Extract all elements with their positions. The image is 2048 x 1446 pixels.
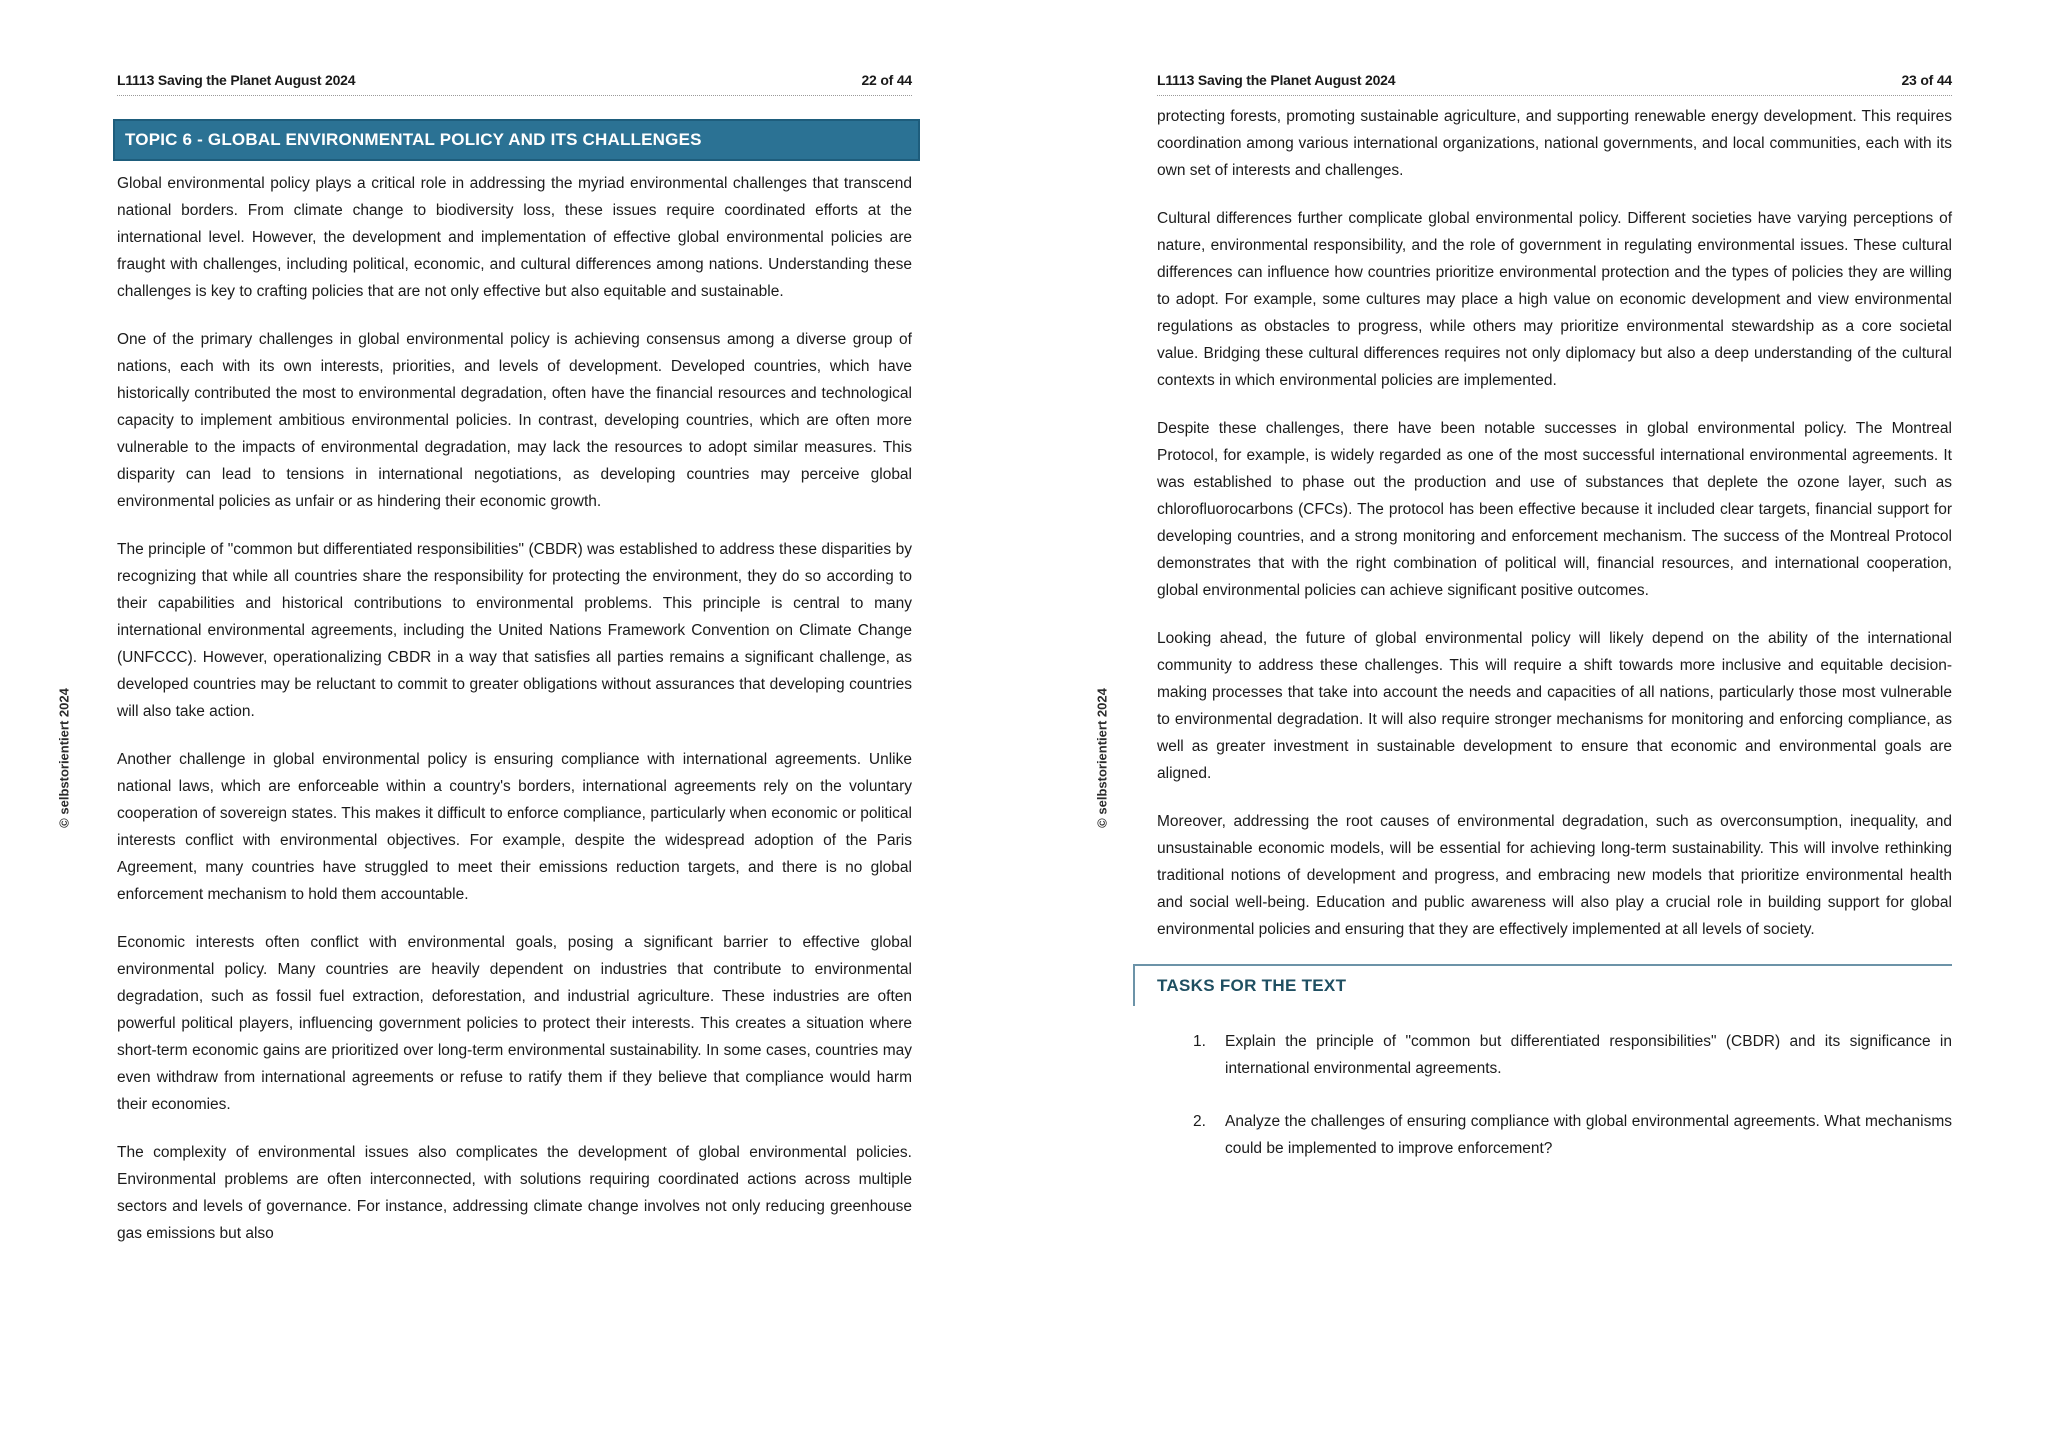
- paragraph: The complexity of environmental issues also complicates the development of global environmental policies. Environmental problems are often interconnected, with solutions requiring coordinated actions across multiple sectors and levels of governance. For instance, addressing climate change involves not only reducing greenhouse gas emissions but also: [117, 1144, 912, 1242]
- paragraph: Looking ahead, the future of global environmental policy will likely depend on the ability of the international community to address these challenges. This will require a shift towards more inclusive and equitable decision-making processes that take into account the needs and capacities of all nations, particularly those most vulnerable to environmental degradation. It will also require stronger mechanisms for monitoring and enforcing compliance, as well as greater investment in sustainable development to ensure that economic and environmental goals are aligned.: [1157, 630, 1952, 782]
- page-header-title: L1113 Saving the Planet August 2024: [1157, 72, 1396, 88]
- task-text: Explain the principle of "common but differentiated responsibilities" (CBDR) and its significance in international environmental agreements.: [1225, 1033, 1952, 1077]
- task-number: 1.: [1193, 1033, 1206, 1050]
- paragraph: One of the primary challenges in global environmental policy is achieving consensus among a diverse group of nations, each with its own interests, priorities, and levels of development. Developed countries, which have historically contributed the most to environmental degradation, often have the financial resources and technological capacity to implement ambitious environmental policies. In contrast, developing countries, which are often more vulnerable to the impacts of environmental degradation, may lack the resources to adopt similar measures. This disparity can lead to tensions in international negotiations, as developing countries may perceive global environmental policies as unfair or as hindering their economic growth.: [117, 331, 912, 510]
- copyright-vertical: © selbstorientiert 2024: [1094, 688, 1110, 828]
- page-header-title: L1113 Saving the Planet August 2024: [117, 72, 356, 88]
- paragraph: Another challenge in global environmental policy is ensuring compliance with international agreements. Unlike national laws, which are enforceable within a country's borders, international agreements rely on the voluntary cooperation of sovereign states. This makes it difficult to enforce compliance, particularly when economic or political interests conflict with environmental objectives. For example, despite the widespread adoption of the Paris Agreement, many countries have struggled to meet their emissions reduction targets, and there is no global enforcement mechanism to hold them accountable.: [117, 751, 912, 903]
- tasks-section-box: [1133, 964, 1952, 1006]
- page-right: [1157, 0, 1952, 1446]
- task-number: 2.: [1193, 1113, 1206, 1130]
- page-left: [117, 0, 912, 1446]
- page-number: 22 of 44: [861, 72, 912, 88]
- task-text: Analyze the challenges of ensuring compliance with global environmental agreements. What mechanisms could be implemented to improve enforcement?: [1225, 1113, 1952, 1157]
- topic-banner: TOPIC 6 - GLOBAL ENVIRONMENTAL POLICY AND ITS CHALLENGES: [113, 119, 920, 161]
- page-number: 23 of 44: [1901, 72, 1952, 88]
- page-body-right: [1157, 103, 1952, 1188]
- task-item: [1157, 1108, 1952, 1162]
- paragraph: Economic interests often conflict with environmental goals, posing a significant barrier to effective global environmental policy. Many countries are heavily dependent on industries that contribute to environmental degradation, such as fossil fuel extraction, deforestation, and industrial agriculture. These industries are often powerful political players, influencing government policies to protect their interests. This creates a situation where short-term economic gains are prioritized over long-term environmental sustainability. In some cases, countries may even withdraw from international agreements or refuse to ratify them if they believe that compliance would harm their economies.: [117, 934, 912, 1113]
- paragraph: Despite these challenges, there have been notable successes in global environmental policy. The Montreal Protocol, for example, is widely regarded as one of the most successful international environmental agreements. It was established to phase out the production and use of substances that deplete the ozone layer, such as chlorofluorocarbons (CFCs). The protocol has been effective because it included clear targets, financial support for developing countries, and a strong monitoring and enforcement mechanism. The success of the Montreal Protocol demonstrates that with the right combination of political will, financial resources, and international cooperation, global environmental policies can achieve significant positive outcomes.: [1157, 420, 1952, 599]
- paragraph: Cultural differences further complicate global environmental policy. Different societies have varying perceptions of nature, environmental responsibility, and the role of government in regulating environmental issues. These cultural differences can influence how countries prioritize environmental protection and the types of policies they are willing to adopt. For example, some cultures may place a high value on economic development and view environmental regulations as obstacles to progress, while others may prioritize environmental stewardship as a core societal value. Bridging these cultural differences requires not only diplomacy but also a deep understanding of the cultural contexts in which environmental policies are implemented.: [1157, 210, 1952, 389]
- paragraph: Global environmental policy plays a critical role in addressing the myriad environmental challenges that transcend national borders. From climate change to biodiversity loss, these issues require coordinated efforts at the international level. However, the development and implementation of effective global environmental policies are fraught with challenges, including political, economic, and cultural differences among nations. Understanding these challenges is key to crafting policies that are not only effective but also equitable and sustainable.: [117, 175, 912, 300]
- page-header-left: [117, 72, 912, 96]
- copyright-vertical: © selbstorientiert 2024: [56, 688, 72, 828]
- page-header-right: [1157, 72, 1952, 96]
- paragraph: Moreover, addressing the root causes of environmental degradation, such as overconsumption, inequality, and unsustainable economic models, will be essential for achieving long-term sustainability. This will involve rethinking traditional notions of development and progress, and embracing new models that prioritize environmental health and social well-being. Education and public awareness will also play a crucial role in building support for global environmental policies and ensuring that they are effectively implemented at all levels of society.: [1157, 813, 1952, 938]
- tasks-heading: TASKS FOR THE TEXT: [1157, 976, 1347, 995]
- paragraph: protecting forests, promoting sustainable agriculture, and supporting renewable energy development. This requires coordination among various international organizations, national governments, and local communities, each with its own set of interests and challenges.: [1157, 108, 1952, 179]
- paragraph: The principle of "common but differentiated responsibilities" (CBDR) was established to address these disparities by recognizing that while all countries share the responsibility for protecting the environment, they do so according to their capabilities and historical contributions to environmental problems. This principle is central to many international environmental agreements, including the United Nations Framework Convention on Climate Change (UNFCCC). However, operationalizing CBDR in a way that satisfies all parties remains a significant challenge, as developed countries may be reluctant to commit to greater obligations without assurances that developing countries will also take action.: [117, 541, 912, 720]
- tasks-list: [1157, 1028, 1952, 1162]
- page-body-left: [117, 170, 912, 1268]
- task-item: [1157, 1028, 1952, 1082]
